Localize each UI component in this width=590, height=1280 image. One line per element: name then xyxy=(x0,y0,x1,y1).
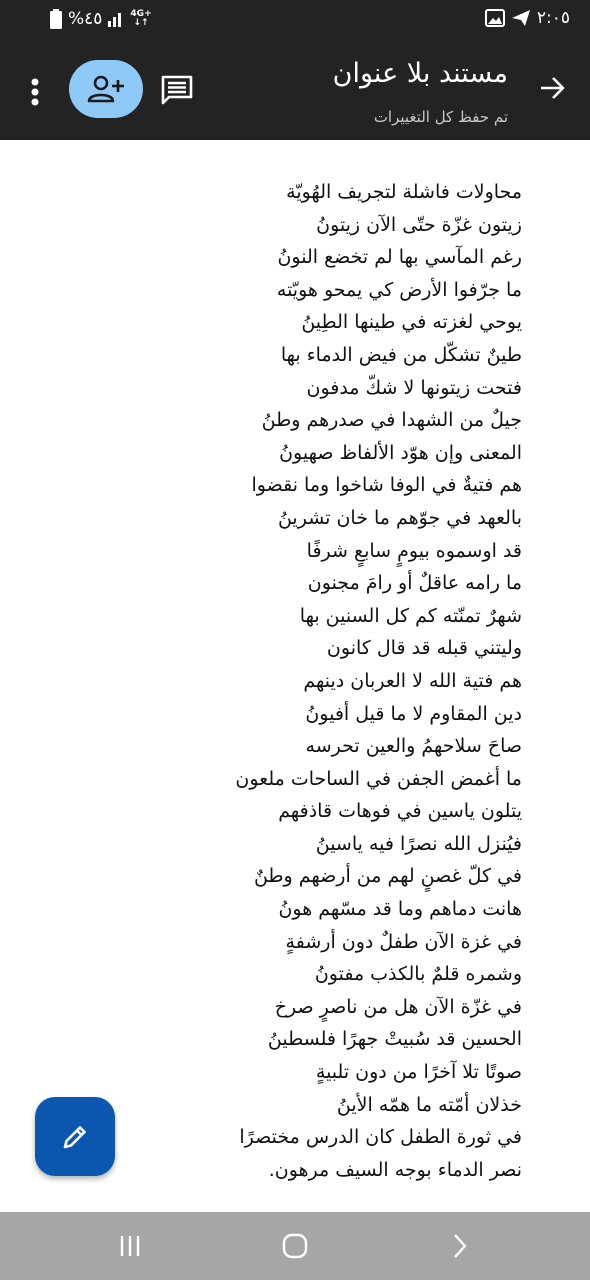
text-line: نصر الدماء بوجه السيف مرهون. xyxy=(268,1158,522,1181)
text-line: يتلون ياسين في فوهات قاذفهم xyxy=(278,800,522,823)
send-icon xyxy=(511,9,531,27)
add-person-icon xyxy=(87,74,125,104)
text-line: شهرٌ تمنّته كم كل السنين بها xyxy=(299,604,522,627)
text-line: ما رامه عاقلٌ أو رامَ مجنون xyxy=(307,572,522,595)
recent-apps-button[interactable] xyxy=(110,1230,150,1262)
save-status: تم حفظ كل التغييرات xyxy=(373,108,508,126)
status-bar xyxy=(0,0,590,44)
recent-apps-icon xyxy=(118,1234,142,1258)
home-button[interactable] xyxy=(275,1230,315,1262)
text-line: جيلٌ من الشهدا في صدرهم وطنُ xyxy=(261,409,522,432)
text-line: فيُنزل الله نصرًا فيه ياسينُ xyxy=(315,832,522,855)
text-line: خذلان أمّته ما همّه الأينُ xyxy=(336,1093,522,1116)
comment-icon xyxy=(160,74,194,106)
text-line: طينٌ تشكّل من فيض الدماء بها xyxy=(280,343,522,366)
signal-icon xyxy=(108,11,124,27)
image-icon xyxy=(485,9,505,27)
navigation-bar xyxy=(0,1212,590,1280)
back-button[interactable] xyxy=(538,74,566,102)
text-line: هم فتية الله لا العربان دينهم xyxy=(303,669,522,692)
clock: ٢:٠٥ xyxy=(536,8,570,28)
text-line: في غزة الآن طفلٌ دون أرشفةٍ xyxy=(285,930,522,953)
edit-pencil-icon xyxy=(61,1123,89,1151)
share-button[interactable] xyxy=(69,60,143,118)
text-line: يوحي لغزته في طينها الطِينُ xyxy=(301,311,522,334)
battery-percentage: %٤٥ xyxy=(68,9,103,29)
text-line: صوتًا تلا آخرًا من دون تلبيةٍ xyxy=(315,1061,522,1084)
text-line: محاولات فاشلة لتجريف الهُويّة xyxy=(286,181,522,203)
document-title[interactable]: مستند بلا عنوان xyxy=(332,58,508,89)
text-line: وشمره قلمٌ بالكذب مفتونُ xyxy=(314,963,522,986)
more-options-button[interactable] xyxy=(24,74,46,110)
text-line: صاحَ سلاحهمُ والعين تحرسه xyxy=(305,735,522,758)
home-icon xyxy=(282,1233,308,1259)
text-line: بالعهد في جوّهم ما خان تشرينُ xyxy=(277,506,522,529)
text-line: هم فتيةٌ في الوفا شاخوا وما نقضوا xyxy=(251,474,522,497)
status-left xyxy=(50,9,152,29)
text-line: دين المقاوم لا ما قيل أفيونُ xyxy=(305,702,522,725)
comments-button[interactable] xyxy=(160,74,194,106)
back-icon xyxy=(452,1233,468,1259)
document-body[interactable] xyxy=(202,176,522,1186)
network-type: 4G+ ↓↑ xyxy=(130,9,152,28)
text-line: المعنى وإن هوّد الألفاظ صهيونُ xyxy=(279,441,522,464)
text-line: في ثورة الطفل كان الدرس مختصرًا xyxy=(239,1126,522,1149)
back-arrow-icon xyxy=(538,74,566,102)
nav-back-button[interactable] xyxy=(440,1230,480,1262)
text-line: رغم المآسي بها لم تخضع النونُ xyxy=(277,246,522,269)
text-line: قد اوسموه بيومٍ سابعٍ شرفًا xyxy=(306,539,522,562)
text-line: ما أغمض الجفن في الساحات ملعون xyxy=(235,767,522,790)
battery-icon xyxy=(50,9,62,29)
text-line: في كلّ غصنٍ لهم من أرضهم وطنٌ xyxy=(253,865,522,888)
text-line: ما جرّفوا الأرض كي يمحو هويّته xyxy=(276,278,522,301)
app-bar xyxy=(0,44,590,140)
text-line: هانت دماهم وما قد مسّهم هونُ xyxy=(278,898,522,921)
text-line: زيتون غزّة حتّى الآن زيتونُ xyxy=(316,213,522,236)
status-right xyxy=(485,8,570,28)
more-vert-icon xyxy=(24,74,46,110)
edit-button[interactable] xyxy=(35,1097,115,1176)
text-line: فتحت زيتونها لا شكّ مدفون xyxy=(306,376,522,399)
text-line: وليتني قبله قد قال كانون xyxy=(326,637,522,660)
text-line: الحسين قد سُبيتْ جهرًا فلسطينُ xyxy=(267,1028,522,1051)
text-line: في غزّة الآن هل من ناصرٍ صرخ xyxy=(274,995,522,1018)
